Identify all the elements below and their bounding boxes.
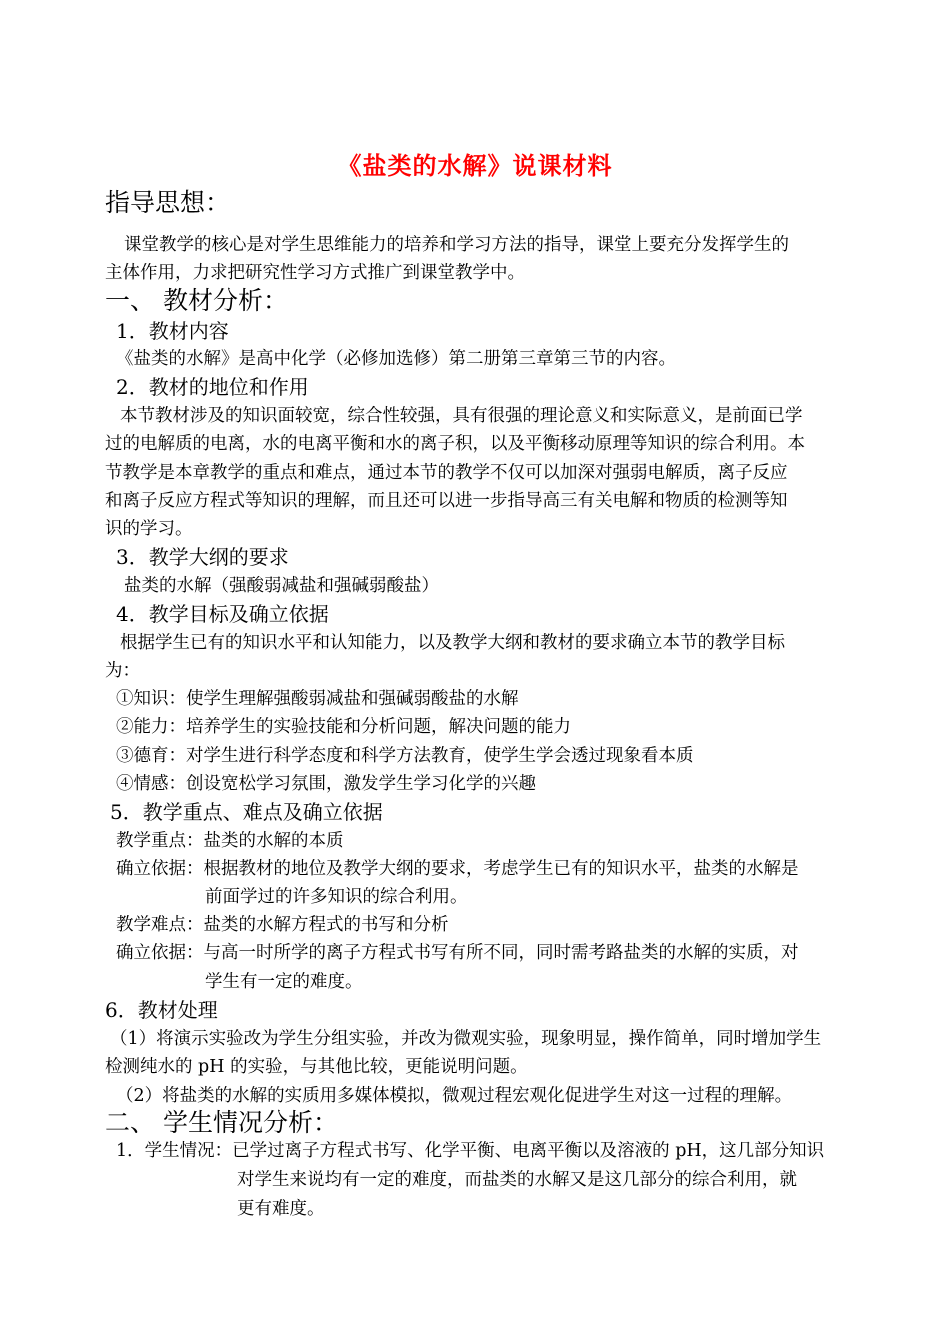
basis-2-line-2: 学生有一定的难度。 <box>205 972 363 992</box>
goal-emotion: ④情感：创设宽松学习氛围，激发学生学习化学的兴趣 <box>116 774 536 794</box>
item-1-title: 1．教材内容 <box>116 319 229 343</box>
item-1-text: 《盐类的水解》是高中化学（必修加选修）第二册第三章第三节的内容。 <box>116 349 676 369</box>
item-5-title: 5．教学重点、难点及确立依据 <box>110 800 383 824</box>
key-point: 教学重点：盐类的水解的本质 <box>116 831 344 851</box>
basis-1-line-2: 前面学过的许多知识的综合利用。 <box>205 887 468 907</box>
student-situation-line-1: 1．学生情况：已学过离子方程式书写、化学平衡、电离平衡以及溶液的 pH，这几部分知识 <box>116 1141 825 1161</box>
document-title: 《盐类的水解》说课材料 <box>337 151 613 180</box>
student-situation-line-2: 对学生来说均有一定的难度，而盐类的水解又是这几部分的综合利用，就 <box>237 1170 797 1190</box>
item-2-line-2: 过的电解质的电离，水的电离平衡和水的离子积，以及平衡移动原理等知识的综合利用。本 <box>105 434 805 454</box>
item-3-title: 3．教学大纲的要求 <box>116 545 289 569</box>
item-2-title: 2．教材的地位和作用 <box>116 375 309 399</box>
section-1-heading: 一、 教材分析： <box>105 286 288 315</box>
guiding-paragraph-line-2: 主体作用，力求把研究性学习方式推广到课堂教学中。 <box>105 263 525 283</box>
item-2-line-3: 节教学是本章教学的重点和难点，通过本节的教学不仅可以加深对强弱电解质，离子反应 <box>105 463 788 483</box>
process-2: （2）将盐类的水解的实质用多媒体模拟，微观过程宏观化促进学生对这一过程的理解。 <box>116 1086 793 1106</box>
item-2-line-4: 和离子反应方程式等知识的理解，而且还可以进一步指导高三有关电解和物质的检测等知 <box>105 491 788 511</box>
student-situation-line-3: 更有难度。 <box>237 1199 325 1219</box>
guiding-heading: 指导思想： <box>105 188 231 217</box>
guiding-paragraph-line-1: 课堂教学的核心是对学生思维能力的培养和学习方法的指导，课堂上要充分发挥学生的 <box>124 235 789 255</box>
item-4-line-2: 为： <box>105 661 140 681</box>
section-2-heading: 二、 学生情况分析： <box>105 1108 338 1137</box>
item-2-line-5: 识的学习。 <box>105 519 193 539</box>
process-1-line-2: 检测纯水的 pH 的实验，与其他比较，更能说明问题。 <box>105 1057 528 1077</box>
item-2-line-1: 本节教材涉及的知识面较宽，综合性较强，具有很强的理论意义和实际意义，是前面已学 <box>120 406 803 426</box>
item-4-line-1: 根据学生已有的知识水平和认知能力，以及教学大纲和教材的要求确立本节的教学目标 <box>120 633 785 653</box>
basis-1-line-1: 确立依据：根据教材的地位及教学大纲的要求，考虑学生已有的知识水平，盐类的水解是 <box>116 859 799 879</box>
goal-morality: ③德育：对学生进行科学态度和科学方法教育，使学生学会透过现象看本质 <box>116 746 694 766</box>
goal-ability: ②能力：培养学生的实验技能和分析问题，解决问题的能力 <box>116 717 571 737</box>
difficulty-point: 教学难点：盐类的水解方程式的书写和分析 <box>116 915 449 935</box>
basis-2-line-1: 确立依据：与高一时所学的离子方程式书写有所不同，同时需考路盐类的水解的实质，对 <box>116 943 799 963</box>
item-6-title: 6．教材处理 <box>105 998 218 1022</box>
goal-knowledge: ①知识：使学生理解强酸弱减盐和强碱弱酸盐的水解 <box>116 689 519 709</box>
process-1-line-1: （1）将演示实验改为学生分组实验，并改为微观实验，现象明显，操作简单，同时增加学生 <box>110 1029 822 1049</box>
item-3-text: 盐类的水解（强酸弱减盐和强碱弱酸盐） <box>124 576 439 596</box>
item-4-title: 4．教学目标及确立依据 <box>116 602 329 626</box>
